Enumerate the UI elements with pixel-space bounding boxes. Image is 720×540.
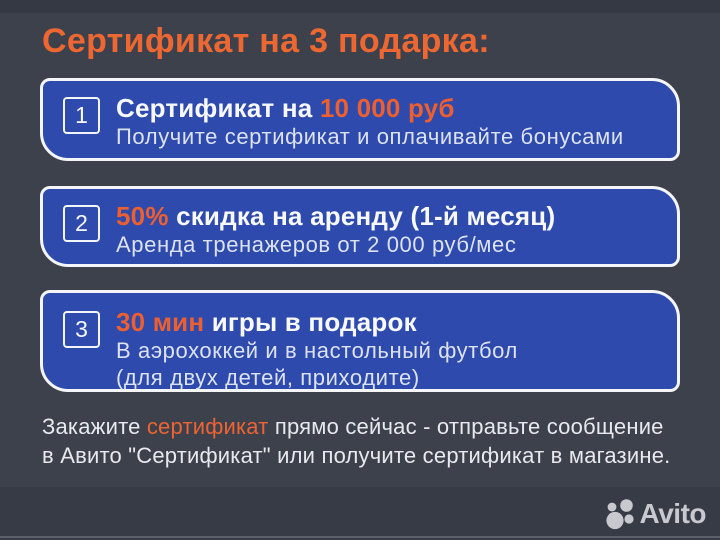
card-subtitle: Получите сертификат и оплачивайте бонусами <box>116 124 624 149</box>
card-subtitle-line-2: (для двух детей, приходите) <box>116 365 420 390</box>
card-title-text: скидка на аренду (1-й месяц) <box>168 201 556 231</box>
top-band <box>0 0 720 13</box>
card-title-text: Сертификат на <box>116 93 320 123</box>
card-title-highlight: 50% <box>116 201 169 231</box>
page-title: Сертификат на 3 подарка: <box>42 22 490 60</box>
cta-highlight: сертификат <box>146 414 269 439</box>
avito-watermark <box>605 496 706 532</box>
avito-logo-icon <box>605 498 637 530</box>
offer-card-discount <box>40 186 680 267</box>
card-text-block <box>116 93 624 150</box>
card-title <box>116 307 518 337</box>
cta-text-prefix: Закажите <box>42 414 147 439</box>
card-subtitle-line-1: В аэрохоккей и в настольный футбол <box>116 338 518 363</box>
offer-card-free-game <box>40 290 680 392</box>
card-title-highlight: 10 000 руб <box>319 93 455 123</box>
card-text-block <box>116 201 555 258</box>
card-number-badge-1 <box>63 97 100 134</box>
card-title <box>116 201 555 231</box>
cta-text-suffix: прямо сейчас - отправьте сообщение <box>268 414 664 439</box>
call-to-action-text <box>42 412 692 470</box>
card-number-badge-2 <box>63 205 100 242</box>
card-number: 1 <box>75 102 88 128</box>
card-subtitle: Аренда тренажеров от 2 000 руб/мес <box>116 232 517 257</box>
bottom-divider-line <box>0 536 720 538</box>
card-title-highlight: 30 мин <box>116 307 205 337</box>
cta-text-line-2: в Авито "Сертификат" или получите сертификат в магазине. <box>42 443 671 468</box>
card-number: 2 <box>75 210 88 236</box>
avito-brand-text: Avito <box>639 498 706 529</box>
card-number: 3 <box>75 316 88 342</box>
card-number-badge-3 <box>63 311 100 348</box>
offer-card-certificate <box>40 78 680 161</box>
card-title-text: игры в подарок <box>204 307 417 337</box>
card-title <box>116 93 624 123</box>
card-text-block <box>116 307 518 391</box>
